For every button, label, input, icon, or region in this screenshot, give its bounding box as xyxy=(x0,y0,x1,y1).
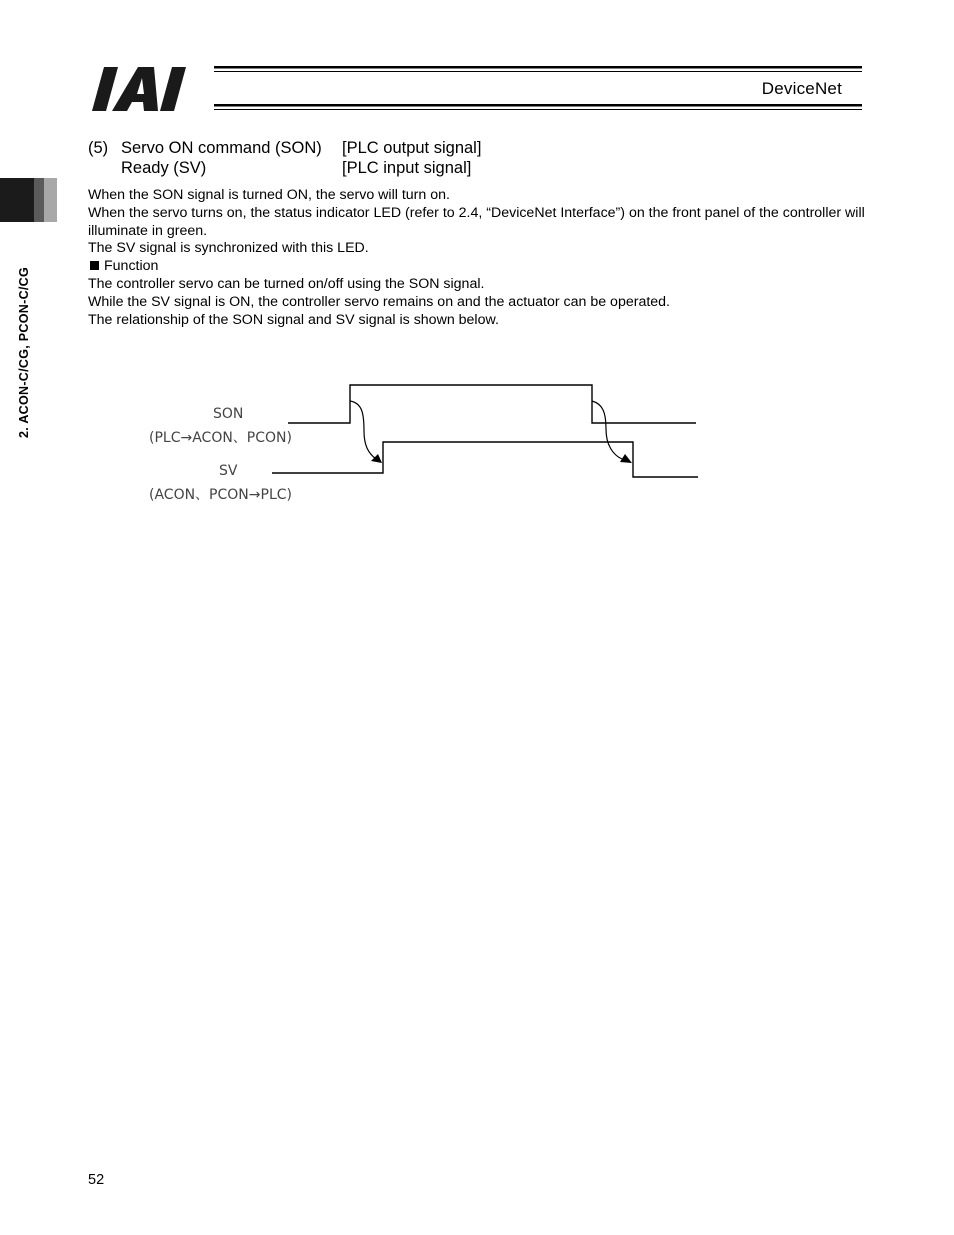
heading-sv-name: Ready (SV) xyxy=(121,159,207,177)
heading-number: (5) xyxy=(88,139,109,157)
function-heading xyxy=(88,258,868,276)
function-label: Function xyxy=(104,258,159,275)
on-delay-arrow xyxy=(350,401,376,459)
chapter-tab-light xyxy=(44,178,57,222)
section-title: DeviceNet xyxy=(761,79,842,98)
off-delay-arrow xyxy=(592,401,622,459)
sv-signal-label: SV xyxy=(219,463,238,479)
body-paragraph: The controller servo can be turned on/off using the SON signal. xyxy=(88,275,485,292)
iai-logo xyxy=(92,66,210,112)
body-paragraph: When the servo turns on, the status indicator LED (refer to 2.4, “DeviceNet Interface”) on the front panel of the controller will illuminate in green. xyxy=(88,204,865,239)
body-paragraph: The relationship of the SON signal and SV signal is shown below. xyxy=(88,311,499,328)
chapter-label: 2. ACON-C/CG, PCON-C/CG xyxy=(17,266,31,438)
square-bullet-icon xyxy=(90,261,99,270)
son-waveform xyxy=(288,385,696,423)
chapter-tab xyxy=(0,178,57,222)
son-direction-label: (PLC→ACON、PCON) xyxy=(149,430,292,446)
sv-direction-label: (ACON、PCON→PLC) xyxy=(149,487,292,503)
body-paragraph: The SV signal is synchronized with this LED. xyxy=(88,240,369,257)
page-number: 52 xyxy=(88,1172,105,1188)
body-paragraph: When the SON signal is turned ON, the servo will turn on. xyxy=(88,187,450,203)
chapter-tab-dark xyxy=(0,178,34,222)
heading-sv-type: [PLC input signal] xyxy=(342,159,472,177)
heading-son-type: [PLC output signal] xyxy=(342,139,482,157)
sv-waveform xyxy=(272,442,698,477)
body-text xyxy=(88,187,868,329)
body-paragraph: While the SV signal is ON, the controller servo remains on and the actuator can be operated. xyxy=(88,293,670,310)
son-sv-timing-diagram xyxy=(140,375,710,510)
son-signal-label: SON xyxy=(213,406,244,422)
chapter-tab-mid xyxy=(34,178,44,222)
heading-son-name: Servo ON command (SON) xyxy=(121,139,322,157)
